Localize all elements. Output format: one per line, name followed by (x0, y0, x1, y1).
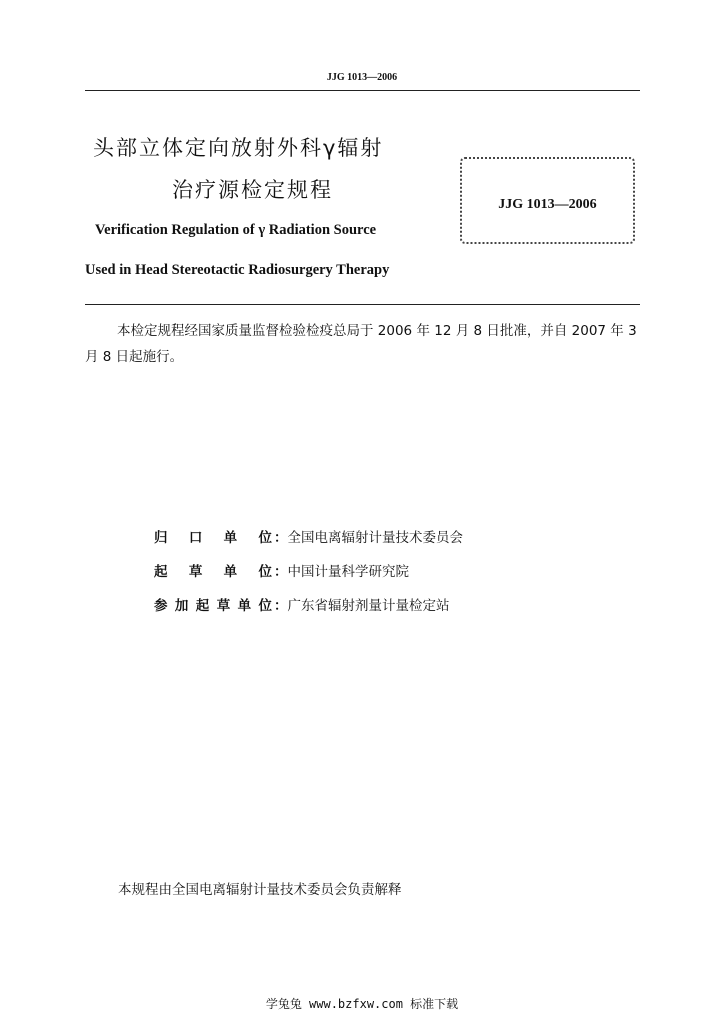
middle-divider (85, 304, 640, 305)
standard-code: JJG 1013—2006 (498, 197, 597, 212)
standard-code-box (460, 157, 635, 244)
org-label-responsible: 归口单位 (154, 530, 272, 546)
interpretation-note: 本规程由全国电离辐射计量技术委员会负责解释 (118, 882, 402, 898)
org-value-responsible: 全国电离辐射计量技术委员会 (287, 530, 463, 546)
title-english-line-1: Verification Regulation of γ Radiation Source (95, 222, 377, 238)
title-chinese-line-2: 治疗源检定规程 (172, 178, 333, 202)
org-value-participating: 广东省辐射剂量计量检定站 (287, 598, 450, 614)
title-chinese-line-1: 头部立体定向放射外科γ辐射 (93, 136, 384, 160)
org-row-participating (154, 594, 450, 614)
org-colon: ： (274, 530, 288, 546)
org-row-responsible (154, 526, 463, 546)
watermark: 学兔兔 www.bzfxw.com 标准下载 (265, 997, 459, 1011)
title-english-line-2: Used in Head Stereotactic Radiosurgery Therapy (85, 262, 390, 278)
top-divider (85, 90, 640, 91)
approval-text: 本检定规程经国家质量监督检验检疫总局于 2006 年 12 月 8 日批准，并自 2007 年 3 月 8 日起施行。 (85, 323, 637, 365)
org-label-participating: 参加起草单位 (154, 598, 272, 614)
document-code-header: JJG 1013—2006 (326, 72, 398, 83)
org-colon: ： (274, 598, 288, 614)
org-colon: ： (274, 564, 288, 580)
org-label-drafting: 起草单位 (154, 564, 272, 580)
approval-statement (85, 318, 645, 370)
org-row-drafting (154, 560, 409, 580)
org-value-drafting: 中国计量科学研究院 (287, 564, 409, 580)
